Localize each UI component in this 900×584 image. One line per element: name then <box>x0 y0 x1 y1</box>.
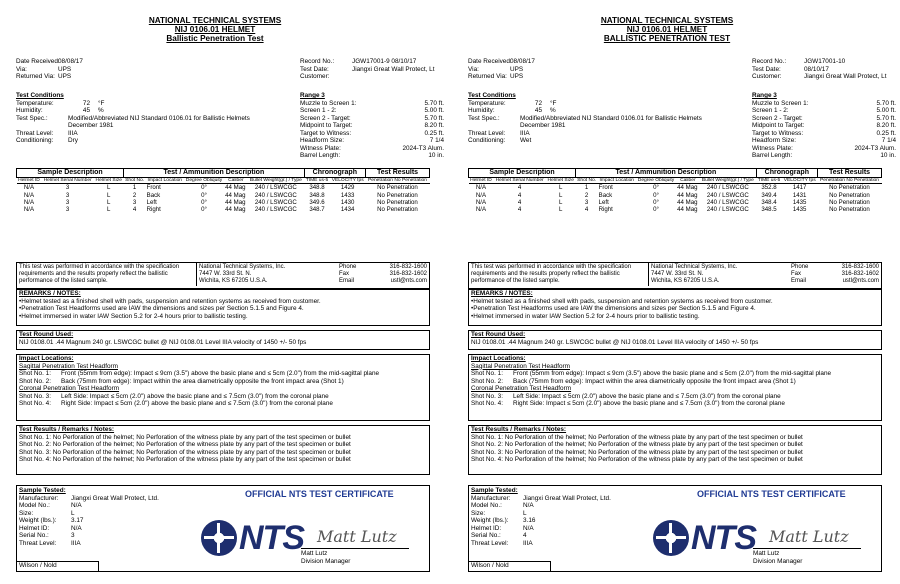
table-cell: Back <box>598 191 613 199</box>
range-title: Range 3 <box>752 92 777 99</box>
table-cell: 2 <box>132 191 137 199</box>
results-title: Test Results / Remarks / Notes: <box>19 426 115 433</box>
table-cell: 44 Mag <box>225 184 246 192</box>
sample-row: Model No.: N/A <box>471 502 534 510</box>
sample-row: Model No.: N/A <box>19 502 82 510</box>
table-row <box>469 206 882 213</box>
sample-row: Threat Level: IIIA <box>471 539 533 547</box>
table-row <box>469 184 882 192</box>
temperature-row: Temperature: 72 °F <box>16 99 105 107</box>
impact-shot-3: Shot No. 3: Left Side: Impact ≤ 5cm (2.0") above the basic plane and ≤ 7.5cm (3.0") from the coronal plane <box>471 392 781 400</box>
table-cell: 1417 <box>792 184 807 192</box>
via-row: Via: UPS <box>468 65 524 73</box>
group-chronograph: Chronograph <box>304 169 365 178</box>
report-test-name: Ballistic Penetration Test <box>166 34 264 44</box>
column-header: TIME us-5 <box>757 178 781 184</box>
table-cell: 240 / LSWCGC <box>706 198 749 206</box>
table-cell: 3 <box>132 198 137 206</box>
table-cell: 4 <box>517 184 522 192</box>
table-cell: No Penetration <box>377 184 418 192</box>
sample-title: Sample Tested: <box>19 487 66 494</box>
via-row: Via: UPS <box>16 65 72 73</box>
table-cell: N/A <box>475 205 487 213</box>
table-cell: N/A <box>23 191 35 199</box>
table-cell: 2 <box>584 191 589 199</box>
table-cell: L <box>559 184 563 192</box>
table-cell: Front <box>146 184 161 192</box>
round-text: NIJ 0108.01 .44 Magnum 240 gr. LSWCGC bullet @ NIJ 0108.01 Level IIIA velocity of 1450 +/- 50 fps <box>471 338 759 346</box>
column-header: Helmet Size <box>95 178 122 184</box>
table-cell: No Penetration <box>829 198 870 206</box>
sample-tested <box>471 487 641 547</box>
certificate-page-right <box>452 0 896 584</box>
sample-row: Serial No.: 4 <box>471 532 527 540</box>
table-cell: No Penetration <box>829 205 870 213</box>
sample-row: Threat Level: IIIA <box>19 539 81 547</box>
signature-scribble: Matt Lutz <box>769 527 849 546</box>
table-cell: 4 <box>517 191 522 199</box>
table-cell: L <box>559 198 563 206</box>
table-row <box>469 192 882 199</box>
column-header: TIME us-5 <box>305 178 329 184</box>
column-header: Impact Location <box>599 178 635 184</box>
column-header: Degree Obliquity <box>185 178 223 184</box>
signer-title: Division Manager <box>753 557 803 565</box>
table-cell: N/A <box>23 198 35 206</box>
table-cell: N/A <box>475 184 487 192</box>
range-row: Target to Witness: 0.25 ft. <box>300 129 444 137</box>
lab-address: National Technical Systems, Inc. 7447 W. 33rd St. N. Wichita, KS 67205 U.S.A. <box>651 264 738 285</box>
table-cell: 0° <box>653 198 659 206</box>
impact-shot-2: Shot No. 2: Back (75mm from edge): Impact within the area diametrically opposite the front impact area (Shot 1) <box>471 377 796 385</box>
test-conditions-title: Test Conditions <box>468 92 516 99</box>
range-row: Midpoint to Target: 8.20 ft. <box>300 122 444 130</box>
table-cell: L <box>107 198 111 206</box>
remarks-title: REMARKS / NOTES: <box>19 290 81 297</box>
sample-row: Manufacturer: Jiangxi Great Wall Protect, Ltd. <box>19 494 159 502</box>
results-title: Test Results / Remarks / Notes: <box>471 426 567 433</box>
group-test-description: Test / Ammunition Description <box>124 169 305 178</box>
table-cell: L <box>559 191 563 199</box>
report-header <box>0 16 430 44</box>
table-cell: 0° <box>201 191 207 199</box>
table-cell: L <box>107 191 111 199</box>
result-shot-1: Shot No. 1: No Perforation of the helmet; No Perforation of the witness plate by any part of the test specimen or bullet <box>471 433 803 441</box>
humidity-row: Humidity: 45 % <box>468 107 556 115</box>
test-conditions <box>16 92 286 145</box>
report-standard: NIJ 0106.01 HELMET <box>626 25 708 35</box>
receipt-info <box>468 58 535 81</box>
table-cell: L <box>107 184 111 192</box>
table-cell: 0° <box>653 205 659 213</box>
range-row: Screen 2 - Target: 5.70 ft. <box>300 114 444 122</box>
round-title: Test Round Used: <box>19 331 74 338</box>
round-box <box>468 330 882 350</box>
table-cell: 1 <box>584 184 589 192</box>
sagittal-title: Sagittal Penetration Test Headform <box>19 362 118 370</box>
lab-contact: Phone 316-832-1600 Fax 316-832-1602 Email ustl@nts.com <box>791 264 879 285</box>
table-cell: N/A <box>23 184 35 192</box>
table-cell: N/A <box>475 198 487 206</box>
table-cell: 348.8 <box>309 191 325 199</box>
record-no-row: Record No.: JGW17001-10 <box>752 58 846 65</box>
table-cell: Front <box>598 184 613 192</box>
table-cell: 348.4 <box>761 198 777 206</box>
signer <box>753 550 802 565</box>
coronal-title: Coronal Penetration Test Headform <box>471 385 572 393</box>
impact-box <box>468 354 882 421</box>
threat-level-row: Threat Level: IIIA <box>16 129 78 137</box>
table-cell: Right <box>146 205 161 213</box>
sample-title: Sample Tested: <box>471 487 518 494</box>
column-header: Helmet ID <box>470 178 492 184</box>
receipt-info <box>16 58 83 81</box>
table-cell: 240 / LSWCGC <box>254 191 297 199</box>
column-header: VELOCITY fps <box>783 178 816 184</box>
table-cell: 4 <box>517 205 522 213</box>
table-cell: 3 <box>65 191 70 199</box>
table-cell: 1430 <box>340 198 355 206</box>
table-cell: 44 Mag <box>225 198 246 206</box>
range-row: Screen 1 - 2: 5.00 ft. <box>752 107 896 115</box>
signature-line <box>753 548 861 549</box>
returned-via-row: Returned Via: UPS <box>16 73 72 81</box>
test-conditions <box>468 92 738 145</box>
column-header: Helmet ID <box>18 178 40 184</box>
table-cell: 3 <box>65 198 70 206</box>
test-data-table <box>468 168 882 213</box>
humidity-row: Humidity: 45 % <box>16 107 104 115</box>
table-cell: 44 Mag <box>225 191 246 199</box>
result-shot-4: Shot No. 4: No Perforation of the helmet; No Perforation of the witness plate by any part of the test specimen or bullet <box>19 456 351 464</box>
table-cell: 240 / LSWCGC <box>706 205 749 213</box>
result-shot-3: Shot No. 3: No Perforation of the helmet; No Perforation of the witness plate by any part of the test specimen or bullet <box>19 448 351 456</box>
range-row: Barrel Length: 10 in. <box>300 152 444 160</box>
impact-shot-1: Shot No. 1: Front (55mm from edge): Impact ≤ 9cm (3.5") above the basic plane and ≤ 5cm (2.0") from the mid-sagittal plane <box>19 370 380 378</box>
test-data-table <box>16 168 430 213</box>
impact-box <box>16 354 430 421</box>
table-cell: Back <box>146 191 161 199</box>
group-test-description: Test / Ammunition Description <box>576 169 757 178</box>
range-row: Midpoint to Target: 8.20 ft. <box>752 122 896 130</box>
test-date-row: Test Date: 08/10/17 <box>752 65 829 73</box>
table-cell: 44 Mag <box>677 191 698 199</box>
table-cell: 0° <box>201 184 207 192</box>
column-header: VELOCITY fps <box>331 178 364 184</box>
table-cell: 348.7 <box>309 205 325 213</box>
column-header: Degree Obliquity <box>637 178 675 184</box>
table-cell: 240 / LSWCGC <box>706 184 749 192</box>
test-spec-date-row: December 1981 <box>68 122 114 130</box>
impact-title: Impact Locations: <box>471 355 526 362</box>
tester-names: Wilson / Nold <box>17 561 99 571</box>
sample-row: Size: L <box>19 509 75 517</box>
table-cell: 4 <box>517 198 522 206</box>
certificate-title: OFFICIAL NTS TEST CERTIFICATE <box>245 489 394 499</box>
column-header: Shot No. <box>125 178 145 184</box>
group-chronograph: Chronograph <box>756 169 817 178</box>
sample-row: Size: L <box>471 509 527 517</box>
record-no-row: Record No.: JGW17001-9 08/10/17 <box>300 58 417 65</box>
table-cell: Right <box>598 205 613 213</box>
table-row <box>17 199 430 206</box>
column-header: Helmet Serial Number <box>41 178 94 184</box>
remarks-box: REMARKS / NOTES: •Helmet tested as a finished shell with pads, suspension and retention systems as received from customer. •Penetration Test Headforms used are IAW the dimensions and sizes per Section 5.1.5 and Figure 4. •Helmet immersed in water IAW Section 5.2 for 2-4 hours prior to ballistic testing. <box>16 289 430 326</box>
table-cell: N/A <box>475 191 487 199</box>
range-row: Muzzle to Screen 1: 5.70 ft. <box>300 99 444 107</box>
column-header: Penetration No Penetration <box>817 178 881 184</box>
result-shot-3: Shot No. 3: No Perforation of the helmet; No Perforation of the witness plate by any part of the test specimen or bullet <box>471 448 803 456</box>
table-cell: No Penetration <box>377 191 418 199</box>
range-info <box>300 92 444 160</box>
table-cell: L <box>107 205 111 213</box>
result-shot-2: Shot No. 2: No Perforation of the helmet; No Perforation of the witness plate by any part of the test specimen or bullet <box>19 441 351 449</box>
table-cell: 0° <box>201 205 207 213</box>
range-row: Witness Plate: 2024-T3 Alum. <box>752 144 896 152</box>
tester-names: Wilson / Nold <box>469 561 551 571</box>
column-header: Impact Location <box>147 178 183 184</box>
group-test-results: Test Results <box>817 169 881 178</box>
report-test-name: BALLISTIC PENETRATION TEST <box>603 34 731 44</box>
table-cell: 44 Mag <box>677 198 698 206</box>
sample-row: Helmet ID: N/A <box>471 524 534 532</box>
column-header: Bullet Weight(gr.) / Type <box>248 178 305 184</box>
lab-box <box>16 262 430 289</box>
table-cell: No Penetration <box>377 198 418 206</box>
range-row: Muzzle to Screen 1: 5.70 ft. <box>752 99 896 107</box>
report-header <box>452 16 882 44</box>
table-cell: 1435 <box>792 205 807 213</box>
table-cell: 352.8 <box>761 184 777 192</box>
temperature-row: Temperature: 72 °F <box>468 99 557 107</box>
report-company: NATIONAL TECHNICAL SYSTEMS <box>600 16 734 25</box>
impact-shot-2: Shot No. 2: Back (75mm from edge): Impact within the area diametrically opposite the front impact area (Shot 1) <box>19 377 344 385</box>
group-sample-description: Sample Description <box>469 169 576 178</box>
table-cell: 240 / LSWCGC <box>254 184 297 192</box>
table-cell: 1433 <box>340 191 355 199</box>
test-date-row: Test Date: Jiangxi Great Wall Protect, Lt <box>300 65 435 73</box>
column-header: Shot No. <box>577 178 597 184</box>
table-cell: No Penetration <box>829 184 870 192</box>
table-cell: Left <box>598 198 609 206</box>
signature-scribble: Matt Lutz <box>317 527 397 546</box>
sample-row: Manufacturer: Jiangxi Great Wall Protect, Ltd. <box>471 494 611 502</box>
threat-level-row: Threat Level: IIIA <box>468 129 530 137</box>
column-header: Helmet Size <box>547 178 574 184</box>
round-box <box>16 330 430 350</box>
signer-name: Matt Lutz <box>753 550 780 557</box>
table-cell: Left <box>146 198 157 206</box>
signer-name: Matt Lutz <box>301 550 328 557</box>
results-box <box>16 425 430 475</box>
group-test-results: Test Results <box>365 169 429 178</box>
remarks-box: REMARKS / NOTES: •Helmet tested as a finished shell with pads, suspension and retention systems as received from customer. •Penetration Test Headforms used are IAW the dimensions and sizes per Section 5.1.5 and Figure 4. •Helmet immersed in water IAW Section 5.2 for 2-4 hours prior to ballistic testing. <box>468 289 882 326</box>
range-title: Range 3 <box>300 92 325 99</box>
table-cell: 348.5 <box>761 205 777 213</box>
table-cell: 1431 <box>792 191 807 199</box>
test-spec-row: Test Spec.: Modified/Abbreviated NIJ Standard 0106.01 for Ballistic Helmets <box>468 114 702 122</box>
table-cell: 349.6 <box>309 198 325 206</box>
impact-shot-4: Shot No. 4: Right Side: Impact ≤ 5cm (2.0") above the basic plane and ≤ 7.5cm (3.0") from the coronal plane <box>471 400 785 408</box>
sample-row: Weight (lbs.): 3.16 <box>471 517 536 525</box>
sample-certificate-box <box>468 485 882 572</box>
table-row <box>17 192 430 199</box>
record-info <box>752 58 887 81</box>
report-standard: NIJ 0106.01 HELMET <box>174 25 256 35</box>
column-header: Penetration No Penetration <box>365 178 429 184</box>
column-header: Caliber <box>224 178 247 184</box>
result-shot-1: Shot No. 1: No Perforation of the helmet; No Perforation of the witness plate by any part of the test specimen or bullet <box>19 433 351 441</box>
signature-line <box>301 548 409 549</box>
lab-address: National Technical Systems, Inc. 7447 W. 33rd St. N. Wichita, KS 67205 U.S.A. <box>199 264 286 285</box>
lab-box <box>468 262 882 289</box>
range-row: Target to Witness: 0.25 ft. <box>752 129 896 137</box>
table-cell: 349.4 <box>761 191 777 199</box>
table-cell: 240 / LSWCGC <box>254 205 297 213</box>
customer-row: Customer: Jiangxi Great Wall Protect, Lt <box>752 73 887 81</box>
remarks-title: REMARKS / NOTES: <box>471 290 533 297</box>
table-cell: No Penetration <box>377 205 418 213</box>
signer-title: Division Manager <box>301 557 351 565</box>
impact-shot-4: Shot No. 4: Right Side: Impact ≤ 5cm (2.0") above the basic plane and ≤ 7.5cm (3.0") from the coronal plane <box>19 400 333 408</box>
certificate-page-left <box>0 0 444 584</box>
signer <box>301 550 350 565</box>
table-cell: L <box>559 205 563 213</box>
conditioning-row: Conditioning: Dry <box>16 137 78 145</box>
table-cell: 3 <box>65 184 70 192</box>
lab-email: ustl@nts.com <box>842 278 879 285</box>
impact-title: Impact Locations: <box>19 355 74 362</box>
table-row <box>469 199 882 206</box>
range-info <box>752 92 896 160</box>
column-header: Helmet Serial Number <box>493 178 546 184</box>
lab-email: ustl@nts.com <box>390 278 427 285</box>
table-cell: 44 Mag <box>677 184 698 192</box>
conditioning-row: Conditioning: Wet <box>468 137 532 145</box>
table-cell: 1 <box>132 184 137 192</box>
table-cell: 4 <box>132 205 137 213</box>
column-header: Bullet Weight(gr.) / Type <box>700 178 757 184</box>
customer-row: Customer: <box>300 73 330 81</box>
table-cell: 1435 <box>792 198 807 206</box>
lab-statement: This test was performed in accordance with the specification requirements and the results properly reflect the ballistic performance of the listed sample. <box>469 263 649 286</box>
group-sample-description: Sample Description <box>17 169 124 178</box>
table-cell: 3 <box>65 205 70 213</box>
table-row <box>17 184 430 192</box>
table-cell: 3 <box>584 198 589 206</box>
round-text: NIJ 0108.01 .44 Magnum 240 gr. LSWCGC bullet @ NIJ 0108.01 Level IIIA velocity of 1450 +/- 50 fps <box>19 338 307 346</box>
table-cell: 0° <box>653 191 659 199</box>
coronal-title: Coronal Penetration Test Headform <box>19 385 120 393</box>
certificate-title: OFFICIAL NTS TEST CERTIFICATE <box>697 489 846 499</box>
table-cell: 1429 <box>340 184 355 192</box>
record-info <box>300 58 435 81</box>
sample-tested <box>19 487 189 547</box>
table-cell: 0° <box>201 198 207 206</box>
table-cell: No Penetration <box>829 191 870 199</box>
sample-row: Weight (lbs.): 3.17 <box>19 517 84 525</box>
impact-shot-1: Shot No. 1: Front (55mm from edge): Impact ≤ 9cm (3.5") above the basic plane and ≤ 5cm (2.0") from the mid-sagittal plane <box>471 370 832 378</box>
date-received-row: Date Received: 08/08/17 <box>468 58 535 65</box>
result-shot-4: Shot No. 4: No Perforation of the helmet; No Perforation of the witness plate by any part of the test specimen or bullet <box>471 456 803 464</box>
table-cell: 348.8 <box>309 184 325 192</box>
table-cell: 240 / LSWCGC <box>706 191 749 199</box>
range-row: Barrel Length: 10 in. <box>752 152 896 160</box>
sample-row: Helmet ID: N/A <box>19 524 82 532</box>
impact-shot-3: Shot No. 3: Left Side: Impact ≤ 5cm (2.0") above the basic plane and ≤ 7.5cm (3.0") from the coronal plane <box>19 392 329 400</box>
results-box <box>468 425 882 475</box>
nts-globe-icon <box>653 520 689 556</box>
sample-row: Serial No.: 3 <box>19 532 75 540</box>
table-cell: 0° <box>653 184 659 192</box>
table-cell: N/A <box>23 205 35 213</box>
table-row <box>17 206 430 213</box>
round-title: Test Round Used: <box>471 331 526 338</box>
sagittal-title: Sagittal Penetration Test Headform <box>471 362 570 370</box>
test-spec-row: Test Spec.: Modified/Abbreviated NIJ Standard 0106.01 for Ballistic Helmets <box>16 114 250 122</box>
lab-contact: Phone 316-832-1600 Fax 316-832-1602 Email ustl@nts.com <box>339 264 427 285</box>
report-company: NATIONAL TECHNICAL SYSTEMS <box>148 16 282 25</box>
result-shot-2: Shot No. 2: No Perforation of the helmet; No Perforation of the witness plate by any part of the test specimen or bullet <box>471 441 803 449</box>
table-cell: 44 Mag <box>677 205 698 213</box>
table-cell: 240 / LSWCGC <box>254 198 297 206</box>
range-row: Witness Plate: 2024-T3 Alum. <box>300 144 444 152</box>
nts-logo: NTS <box>201 518 304 558</box>
returned-via-row: Returned Via: UPS <box>468 73 524 81</box>
range-row: Screen 2 - Target: 5.70 ft. <box>752 114 896 122</box>
table-cell: 44 Mag <box>225 205 246 213</box>
nts-globe-icon <box>201 520 237 556</box>
test-conditions-title: Test Conditions <box>16 92 64 99</box>
table-cell: 1434 <box>340 205 355 213</box>
table-cell: 4 <box>584 205 589 213</box>
range-row: Screen 1 - 2: 5.00 ft. <box>300 107 444 115</box>
sample-certificate-box <box>16 485 430 572</box>
range-row: Headform Size: 7 1/4 <box>752 137 896 145</box>
test-spec-date-row: December 1981 <box>520 122 566 130</box>
column-header: Caliber <box>676 178 699 184</box>
range-row: Headform Size: 7 1/4 <box>300 137 444 145</box>
nts-logo: NTS <box>653 518 756 558</box>
date-received-row: Date Received: 08/08/17 <box>16 58 83 65</box>
lab-statement: This test was performed in accordance with the specification requirements and the results properly reflect the ballistic performance of the listed sample. <box>17 263 197 286</box>
